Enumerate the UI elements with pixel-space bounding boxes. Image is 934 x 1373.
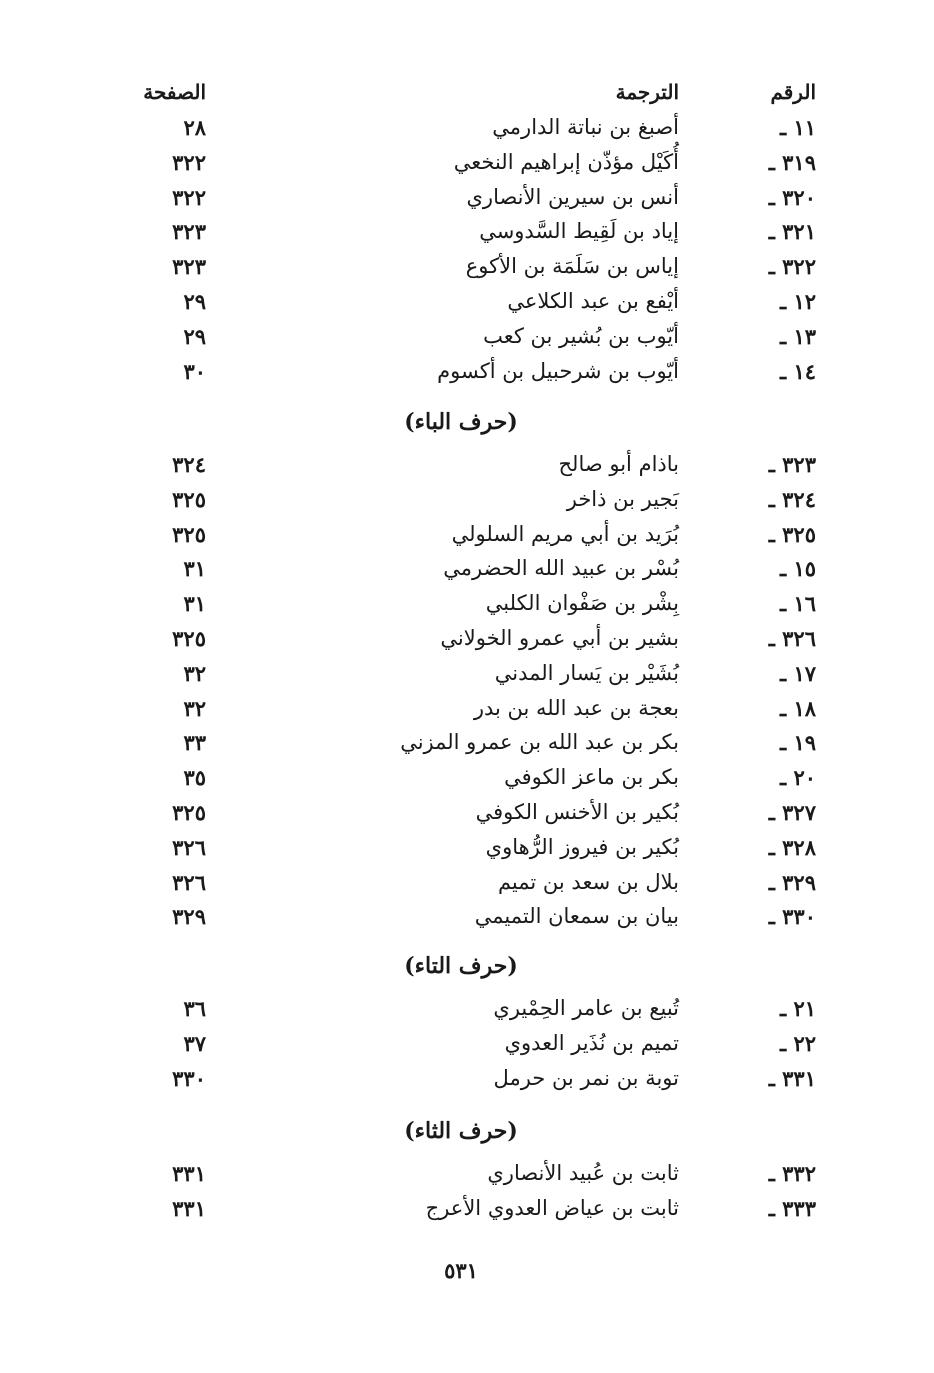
entry-number: ١٣ ـ (779, 323, 816, 349)
entry-number: ٣٢٠ ـ (768, 184, 816, 210)
entry-page: ٣١ (183, 556, 206, 582)
header-page: الصفحة (143, 80, 206, 104)
table-row (0, 591, 934, 625)
entry-number: ٣٣٠ ـ (768, 904, 816, 930)
entry-name: أيّوب بن بُشير بن كعب (483, 323, 679, 348)
entry-name: بشير بن أبي عمرو الخولاني (440, 626, 679, 650)
entry-name: ثابت بن عياض العدوي الأعرج (425, 1195, 679, 1220)
entry-page: ٣٢ (183, 660, 206, 686)
entry-number: ٣٣١ ـ (768, 1065, 816, 1091)
table-row (0, 1161, 934, 1195)
entry-number: ٣٢٣ ـ (768, 452, 816, 477)
entry-page: ٣٢٩ (172, 904, 206, 930)
table-row (0, 835, 934, 869)
entry-name: بُكير بن فيروز الرُّهاوي (485, 834, 679, 859)
section-title-text: (حرف الباء) (404, 409, 518, 435)
table-row (0, 870, 934, 904)
entry-name: بُكير بن الأخنس الكوفي (475, 800, 679, 824)
table-row (0, 452, 934, 486)
table-row (0, 150, 934, 184)
entry-page: ٣٢٣ (172, 254, 206, 280)
entry-name: بعجة بن عبد الله بن بدر (473, 695, 679, 720)
entry-number: ٣١٩ ـ (768, 149, 816, 175)
entry-page: ٣٢٥ (172, 626, 206, 651)
entry-name: أنس بن سيرين الأنصاري (466, 184, 679, 209)
entry-page: ٣٠ (183, 358, 206, 384)
section-title (0, 409, 934, 435)
entry-page: ٢٨ (183, 115, 206, 140)
entry-name: بكر بن عبد الله بن عمرو المزني (400, 730, 679, 755)
entry-number: ١٩ ـ (779, 730, 816, 756)
entry-name: ثابت بن عُبيد الأنصاري (487, 1161, 679, 1185)
entry-page: ٣٢٥ (172, 521, 206, 547)
entry-number: ١٨ ـ (779, 695, 816, 721)
entry-name: تميم بن نُذَير العدوي (504, 1030, 679, 1055)
table-row (0, 556, 934, 590)
entry-number: ١٧ ـ (779, 660, 816, 686)
table-header (0, 80, 934, 114)
entry-number: ١١ ـ (779, 115, 816, 140)
entry-number: ٣٢٦ ـ (768, 626, 816, 651)
entry-page: ٣٢٥ (172, 486, 206, 512)
entry-name: أيْفع بن عبد الكلاعي (507, 289, 679, 313)
entry-page: ٣٢٢ (172, 184, 206, 210)
table-row (0, 254, 934, 288)
entry-number: ٣٢٢ ـ (768, 254, 816, 280)
entry-name: بكر بن ماعز الكوفي (504, 765, 679, 790)
table-row (0, 324, 934, 358)
section-title (0, 953, 934, 979)
entry-page: ٣٣١ (172, 1195, 206, 1221)
table-row (0, 359, 934, 393)
table-row (0, 996, 934, 1030)
table-row (0, 1196, 934, 1230)
table-row (0, 185, 934, 219)
section-title-text: (حرف الثاء) (404, 1118, 518, 1144)
entry-name: بلال بن سعد بن تميم (497, 869, 679, 894)
entry-page: ٢٩ (183, 323, 206, 349)
entry-name: إياد بن لَقِيط السَّدوسي (479, 219, 679, 244)
entry-number: ٣٢٩ ـ (768, 869, 816, 895)
entry-page: ٣٣٠ (172, 1065, 206, 1091)
entry-name: أُكَيْل مؤذّن إبراهيم النخعي (453, 149, 679, 174)
page-number-text: ٥٣١ (444, 1258, 478, 1283)
entry-number: ٣٢٨ ـ (768, 834, 816, 860)
table-row (0, 115, 934, 149)
table-row (0, 487, 934, 521)
entry-page: ٣٢٦ (172, 869, 206, 895)
entry-number: ٣٣٣ ـ (768, 1195, 816, 1221)
entry-name: أصبغ بن نباتة الدارمي (492, 115, 679, 139)
entry-number: ٣٢٧ ـ (768, 800, 816, 825)
table-row (0, 219, 934, 253)
entry-name: بِشْر بن صَفْوان الكلبي (485, 591, 679, 616)
entry-page: ٣٥ (183, 765, 206, 791)
entry-number: ١٥ ـ (779, 556, 816, 582)
entry-number: ١٤ ـ (779, 358, 816, 384)
entry-page: ٣١ (183, 591, 206, 617)
entry-number: ٢١ ـ (779, 996, 816, 1021)
entry-page: ٣٢ (183, 695, 206, 721)
entry-page: ٣٢٣ (172, 219, 206, 245)
entry-page: ٣٦ (183, 996, 206, 1021)
entry-name: بُشَيْر بن يَسار المدني (494, 660, 679, 685)
entry-number: ٣٣٢ ـ (768, 1161, 816, 1186)
entry-name: أيّوب بن شرحبيل بن أكسوم (437, 358, 679, 383)
header-biography: الترجمة (615, 80, 679, 104)
table-row (0, 800, 934, 834)
entry-page: ٣٣ (183, 730, 206, 756)
entry-number: ٢٠ ـ (779, 765, 816, 791)
table-row (0, 661, 934, 695)
entry-name: تُبيع بن عامر الحِمْيري (493, 996, 679, 1020)
entry-number: ٣٢٤ ـ (768, 486, 816, 512)
table-row (0, 730, 934, 764)
entry-number: ٢٢ ـ (779, 1030, 816, 1056)
entry-number: ١٢ ـ (779, 289, 816, 314)
section-title (0, 1118, 934, 1144)
entry-number: ١٦ ـ (779, 591, 816, 617)
table-row (0, 289, 934, 323)
entry-name: إياس بن سَلَمَة بن الأكوع (465, 254, 679, 279)
entry-page: ٣٢٦ (172, 834, 206, 860)
entry-name: بيان بن سمعان التميمي (474, 904, 679, 929)
page-number (0, 1258, 934, 1283)
entry-page: ٣٢٢ (172, 149, 206, 175)
entry-page: ٣٧ (183, 1030, 206, 1056)
table-row (0, 1031, 934, 1065)
table-row (0, 522, 934, 556)
entry-name: بَجير بن ذاخر (566, 486, 679, 511)
table-row (0, 626, 934, 660)
table-row (0, 696, 934, 730)
table-row (0, 765, 934, 799)
entry-page: ٣٣١ (172, 1161, 206, 1186)
entry-number: ٣٢١ ـ (768, 219, 816, 245)
entry-page: ٣٢٤ (172, 452, 206, 477)
entry-page: ٢٩ (183, 289, 206, 314)
entry-name: بُرَيد بن أبي مريم السلولي (451, 521, 679, 546)
entry-name: بُسْر بن عبيد الله الحضرمي (443, 556, 679, 581)
header-number: الرقم (770, 80, 816, 104)
table-row (0, 904, 934, 938)
section-title-text: (حرف التاء) (404, 953, 518, 979)
entry-name: توبة بن نمر بن حرمل (493, 1065, 679, 1090)
table-row (0, 1066, 934, 1100)
entry-number: ٣٢٥ ـ (768, 521, 816, 547)
entry-name: باذام أبو صالح (558, 452, 679, 476)
entry-page: ٣٢٥ (172, 800, 206, 825)
